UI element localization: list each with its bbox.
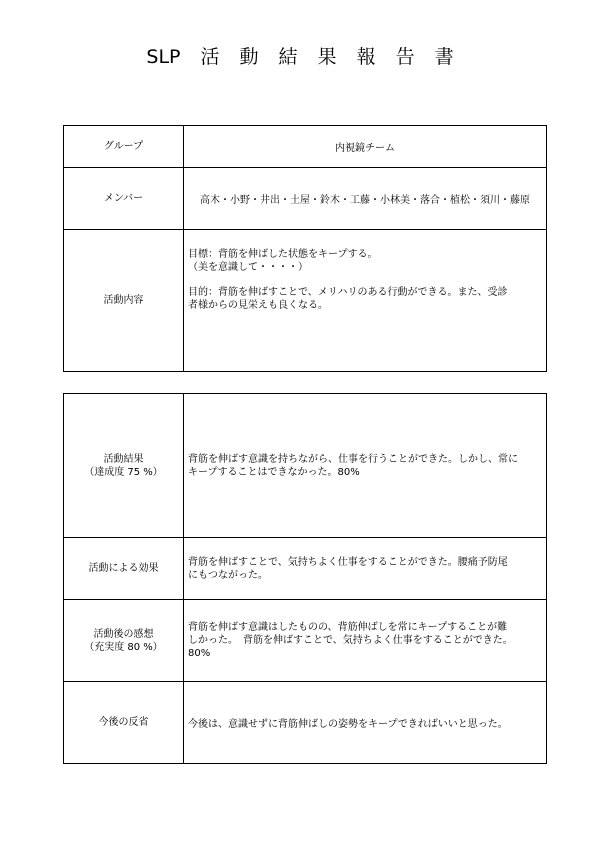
result-content: [184, 394, 547, 538]
title-part: 結: [278, 46, 298, 68]
impression-label-line: （充実度 80 %）: [84, 641, 163, 653]
title-part: 動: [239, 46, 259, 68]
result-row: [64, 394, 547, 538]
activity-line: （美を意識して・・・・）: [188, 262, 308, 273]
impression-line: 80%: [188, 648, 211, 659]
group-row: [64, 126, 547, 168]
result-label: [64, 394, 184, 538]
effect-line: 背筋を伸ばすことで、気持ちよく仕事をすることができた。腰痛予防尾: [188, 556, 508, 568]
activity-line: 目的：背筋を伸ばすことで、メリハリのある行動ができる。また、受診: [188, 287, 508, 298]
members-value: 高木・小野・井出・土屋・鈴木・工藤・小林美・落合・植松・須川・藤原: [184, 168, 547, 230]
result-label-line: （達成度 75 %）: [84, 466, 163, 478]
results-table: [63, 393, 547, 764]
result-line: 背筋を伸ばす意識を持ちながら、仕事を行うことができた。しかし、常に: [188, 453, 518, 465]
impression-line: しかった。 背筋を伸ばすことで、気持ちよく仕事をすることができた。: [188, 635, 513, 646]
effect-content: [184, 538, 547, 600]
title-part: 書: [434, 46, 454, 68]
impression-line: 背筋を伸ばす意識はしたものの、背筋伸ばしを常にキープすることが難: [188, 622, 508, 633]
effect-label: 活動による効果: [64, 538, 184, 600]
impression-label: [64, 600, 184, 682]
title-part: 果: [317, 46, 337, 68]
members-row: [64, 168, 547, 230]
impression-label-line: 活動後の感想: [93, 628, 154, 640]
impression-content: [184, 600, 547, 682]
reflection-value: 今後は、意識せずに背筋伸ばしの姿勢をキープできればいいと思った。: [184, 682, 547, 764]
result-line: キープすることはできなかった。80%: [188, 466, 360, 478]
info-table: [63, 125, 547, 372]
title-part: SLP: [146, 46, 181, 68]
document-title: [0, 42, 600, 69]
impression-row: [64, 600, 547, 682]
activity-line: 者様からの見栄えも良くなる。: [188, 300, 328, 311]
title-part: 活: [200, 46, 220, 68]
group-label: グループ: [64, 126, 184, 168]
members-label: メンバー: [64, 168, 184, 230]
effect-line: にもつながった。: [188, 569, 268, 581]
title-part: 報: [356, 46, 376, 68]
group-value: 内視鏡チーム: [184, 126, 547, 168]
reflection-label: 今後の反省: [64, 682, 184, 764]
effect-row: [64, 538, 547, 600]
spacer: [188, 274, 542, 286]
reflection-row: [64, 682, 547, 764]
activity-label: 活動内容: [64, 230, 184, 372]
result-label-line: 活動結果: [103, 453, 144, 465]
activity-line: 目標：背筋を伸ばした状態をキープする。: [188, 249, 378, 260]
title-part: 告: [395, 46, 415, 68]
activity-row: [64, 230, 547, 372]
activity-content: [184, 230, 547, 372]
